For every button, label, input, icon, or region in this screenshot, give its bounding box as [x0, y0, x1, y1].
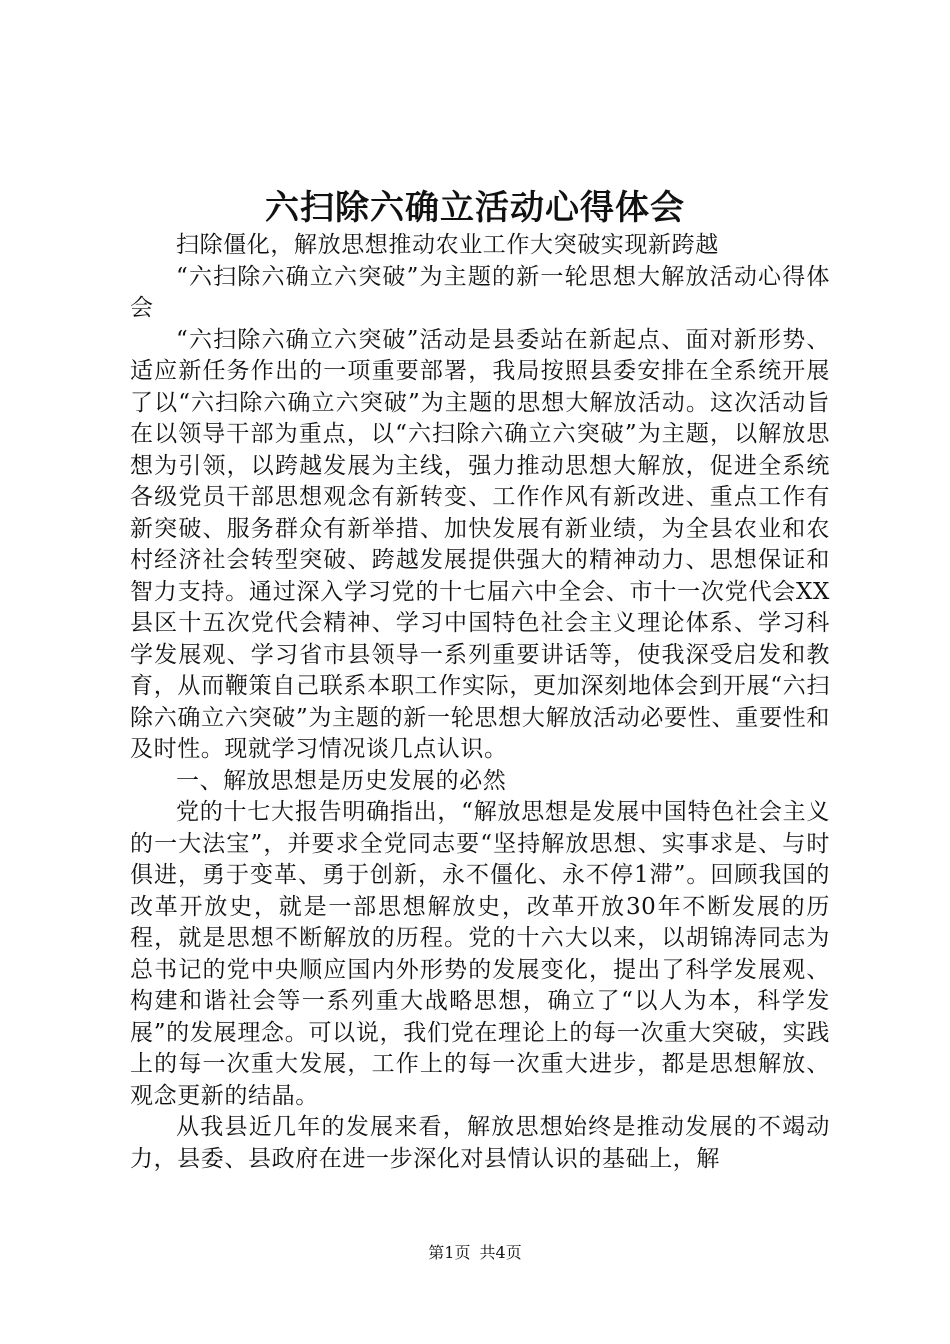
paragraph-intro: “六扫除六确立六突破”活动是县委站在新起点、面对新形势、适应新任务作出的一项重要部署，我局按照县委安排在全系统开展了以“六扫除六确立六突破”为主题的思想大解放活动。这次活动旨在以领导干部为重点，以“六扫除六确立六突破”为主题，以解放思想为引领，以跨越发展为主线，强力推动思想大解放，促进全系统各级党员干部思想观念有新转变、工作作风有新改进、重点工作有新突破、服务群众有新举措、加快发展有新业绩，为全县农业和农村经济社会转型突破、跨越发展提供强大的精神动力、思想保证和智力支持。通过深入学习党的十七届六中全会、市十一次党代会XX县区十五次党代会精神、学习中国特色社会主义理论体系、学习科学发展观、学习省市县领导一系列重要讲话等，使我深受启发和教育，从而鞭策自己联系本职工作实际，更加深刻地体会到开展“六扫除六确立六突破”为主题的新一轮思想大解放活动必要性、重要性和及时性。现就学习情况谈几点认识。 [130, 326, 830, 762]
document-body [130, 230, 830, 1175]
page-number: 第1页 [428, 1243, 471, 1262]
paragraph-subtitle: 扫除僵化，解放思想推动农业工作大突破实现新跨越 [176, 232, 719, 258]
page-total: 共4页 [479, 1243, 522, 1262]
section-heading-1: 一、解放思想是历史发展的必然 [176, 767, 507, 794]
paragraph-section-1: 党的十七大报告明确指出，“解放思想是发展中国特色社会主义的一大法宝”，并要求全党同志要“坚持解放思想、实事求是、与时俱进，勇于变革、勇于创新，永不僵化、永不停1滞”。回顾我国的改革开放史，就是一部思想解放史，改革开放30年不断发展的历程，就是思想不断解放的历程。党的十六大以来，以胡锦涛同志为总书记的党中央顺应国内外形势的发展变化，提出了科学发展观、构建和谐社会等一系列重大战略思想，确立了“以人为本，科学发展”的发展理念。可以说，我们党在理论上的每一次重大突破，实践上的每一次重大发展，工作上的每一次重大进步，都是思想解放、观念更新的结晶。 [130, 799, 830, 1109]
paragraph-county-development: 从我县近几年的发展来看，解放思想始终是推动发展的不竭动力，县委、县政府在进一步深化对县情认识的基础上，解 [130, 1114, 830, 1172]
paragraph-theme: “六扫除六确立六突破”为主题的新一轮思想大解放活动心得体会 [130, 263, 830, 321]
page-footer [0, 1242, 950, 1264]
document-title: 六扫除六确立活动心得体会 [265, 188, 685, 228]
